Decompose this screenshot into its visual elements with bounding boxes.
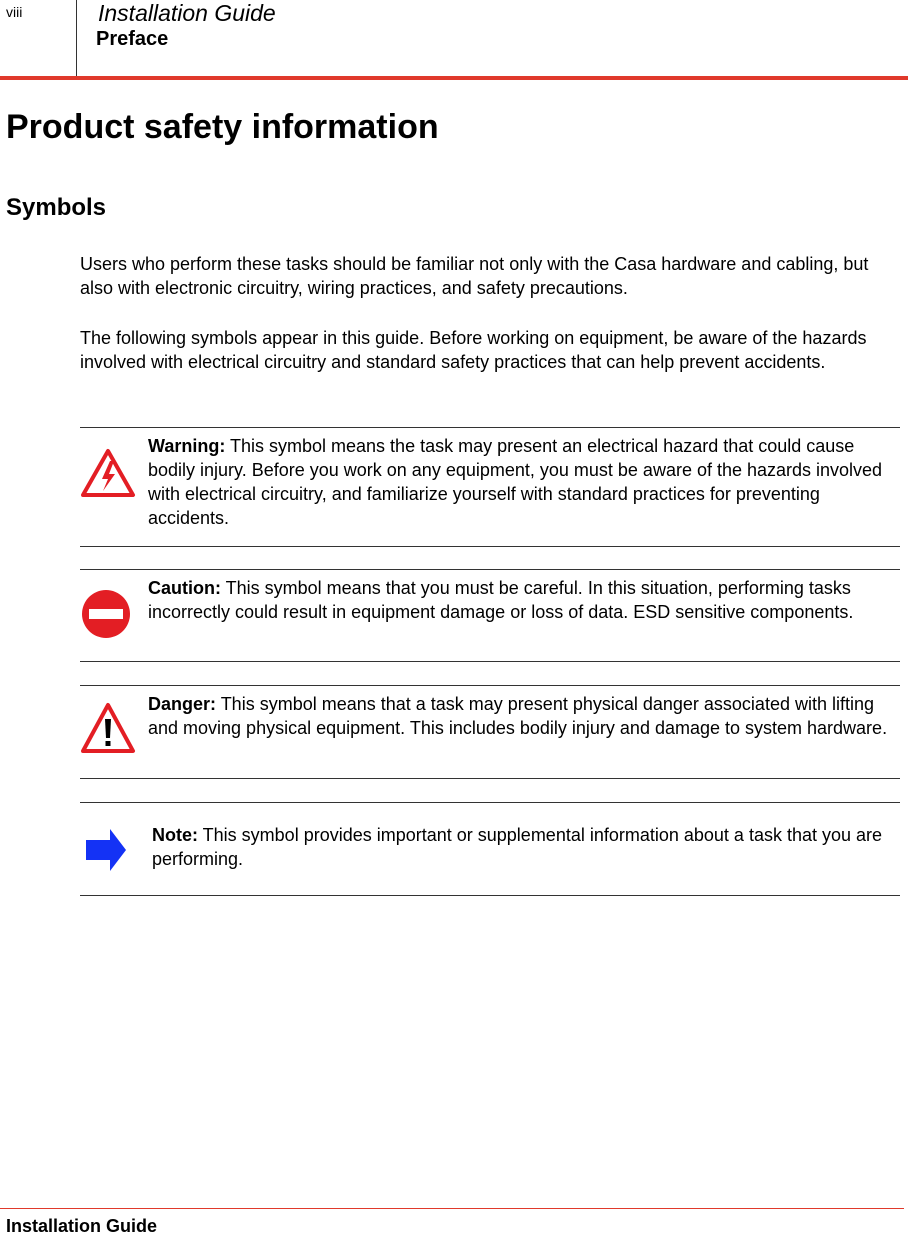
section-heading: Symbols [6, 194, 107, 221]
danger-label: Danger: [148, 694, 217, 714]
danger-callout [80, 685, 900, 779]
intro-paragraph: Users who perform these tasks should be familiar not only with the Casa hardware and cabling, but also with electronic circuitry, wiring practices, and safety precautions. [80, 254, 869, 298]
caution-label: Caution: [148, 578, 221, 598]
header-rule [0, 76, 908, 80]
note-text [152, 823, 900, 871]
note-body: This symbol provides important or supplemental information about a task that you are performing. [152, 825, 883, 869]
warning-callout [80, 427, 900, 547]
footer-title: Installation Guide [6, 1216, 158, 1236]
warning-body: This symbol means the task may present an electrical hazard that could cause bodily injury. Before you work on any equipment, you must be aware of the hazards involved with electrical circuitry, and familiarize yourself with standard practices for preventing accidents. [148, 436, 883, 528]
caution-callout [80, 569, 900, 662]
note-label: Note: [152, 825, 198, 845]
exclamation-triangle-icon [80, 702, 136, 759]
danger-text [148, 692, 900, 740]
warning-label: Warning: [148, 436, 226, 456]
right-arrow-icon [84, 827, 128, 878]
footer-rule [0, 1208, 904, 1209]
caution-text [148, 576, 900, 624]
page-number: viii [6, 4, 23, 20]
warning-text [148, 434, 900, 530]
danger-body: This symbol means that a task may present physical danger associated with lifting and moving physical equipment. This includes bodily injury and damage to system hardware. [148, 694, 888, 738]
page-title: Product safety information [6, 108, 439, 146]
electrical-hazard-icon [80, 448, 136, 503]
no-entry-icon [80, 588, 132, 645]
symbols-paragraph: The following symbols appear in this guide. Before working on equipment, be aware of the hazards involved with electrical circuitry and standard safety practices that can help prevent accidents. [80, 328, 867, 372]
header-divider [76, 0, 77, 76]
note-callout [80, 802, 900, 896]
section-name: Preface [96, 28, 169, 50]
book-title: Installation Guide [98, 0, 276, 26]
caution-body: This symbol means that you must be careful. In this situation, performing tasks incorrectly could result in equipment damage or loss of data. ESD sensitive components. [148, 578, 854, 622]
